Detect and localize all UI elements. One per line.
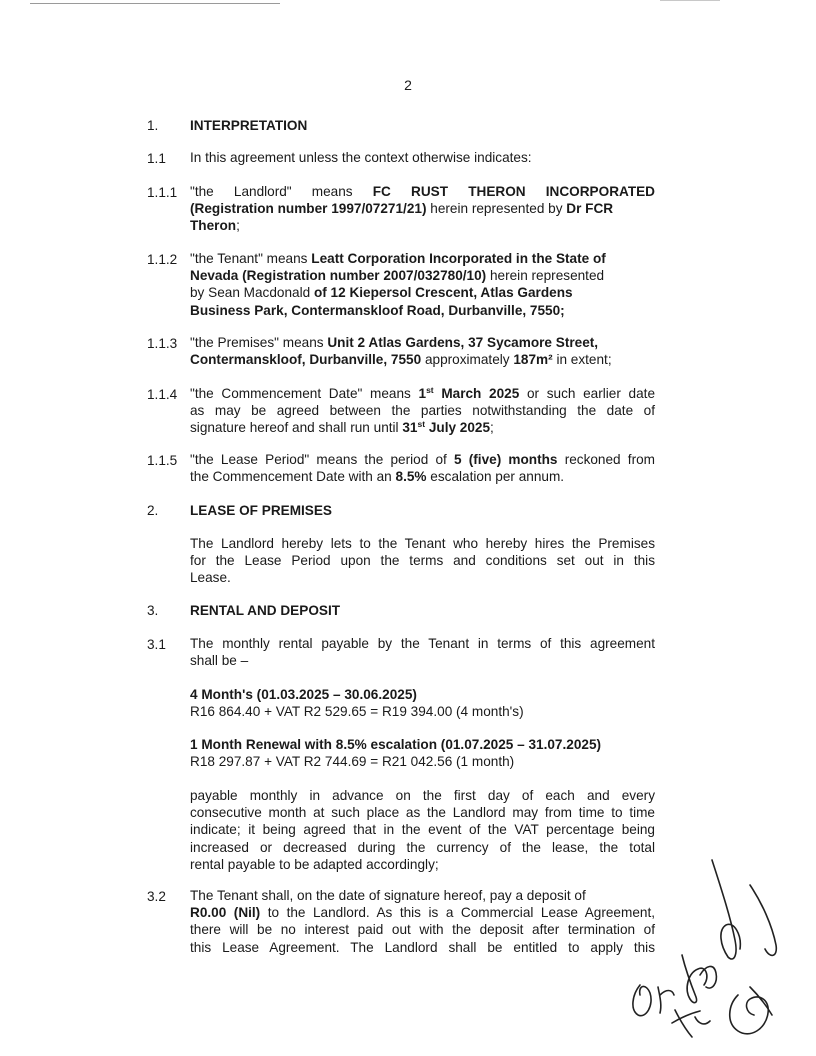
clause-number: 1.1.1 (147, 185, 178, 200)
clause-number: 1.1.5 (147, 453, 178, 468)
signature-stroke (682, 955, 707, 1003)
clause-1-1-1-text: "the Landlord" means FC RUST THERON INCORPORATED (Registration number 1997/07271/21) herein represented by Dr FCR Theron; (190, 184, 656, 234)
signature-stroke (750, 885, 776, 955)
clause-3-1-continuation: payable monthly in advance on the first day of each and every consecutive month at such place as the Landlord may from time to time indicate; it being agreed that in the event of the VAT percentage being increased or decreased during the currency of the lease, the total rental payable to be adapted accordingly; (190, 788, 655, 872)
clause-1-1-3-text: "the Premises" means Unit 2 Atlas Gardens, 37 Sycamore Street, Contermanskloof, Durbanville, 7550 approximately 187m² in extent; (190, 335, 612, 368)
clause-1-1-5-text: "the Lease Period" means the period of 5 (five) months reckoned from the Commencement Date with an 8.5% escalation per annum. (190, 452, 655, 485)
rental-block-initial: 4 Month's (01.03.2025 – 30.06.2025) R16 864.40 + VAT R2 529.65 = R19 394.00 (4 month's) (190, 687, 524, 720)
clause-1-1-4-text: "the Commencement Date" means 1st March 2025 or such earlier date as may be agreed between the parties notwithstanding the date of signature hereof and shall run until 31st July 2025; (190, 385, 656, 436)
clause-number: 1.1.3 (147, 336, 178, 351)
clause-number: 1.1.4 (147, 387, 178, 402)
section-number: 3. (147, 603, 159, 618)
section-heading-lease-of-premises: LEASE OF PREMISES (190, 503, 333, 518)
scan-artifact-line (30, 3, 280, 4)
clause-1-1-2-text: "the Tenant" means Leatt Corporation Incorporated in the State of Nevada (Registration number 2007/032780/10) herein represented by Sean Macdonald of 12 Kiepersol Crescent, Atlas Gardens Business Park, Contermanskloof Road, Durbanville, 7550; (190, 251, 606, 318)
signature-stroke (658, 987, 674, 1013)
section-heading-rental-and-deposit: RENTAL AND DEPOSIT (190, 603, 341, 618)
signature-stroke (750, 987, 772, 1015)
page-number: 2 (404, 77, 412, 93)
section-heading-interpretation: INTERPRETATION (190, 118, 308, 133)
clause-number: 3.2 (147, 889, 166, 904)
signature-stroke (712, 860, 740, 959)
signature-stroke (633, 985, 651, 1016)
rental-block-renewal: 1 Month Renewal with 8.5% escalation (01.07.2025 – 31.07.2025) R18 297.87 + VAT R2 744.69 = R21 042.56 (1 month) (190, 737, 602, 770)
handwritten-signature (600, 845, 800, 1045)
clause-3-2-text: The Tenant shall, on the date of signature hereof, pay a deposit of R0.00 (Nil) to the Landlord. As this is a Commercial Lease Agreement, there will be no interest paid out with the deposit after termination of this Lease Agreement. The Landlord shall be entitled to apply this (190, 888, 655, 955)
clause-number: 1.1 (147, 151, 166, 166)
section-2-text: The Landlord hereby lets to the Tenant who hereby hires the Premises for the Lease Period upon the terms and conditions set out in this Lease. (190, 536, 655, 586)
clause-3-1-text: The monthly rental payable by the Tenant in terms of this agreement shall be – (190, 636, 655, 669)
section-number: 1. (147, 118, 159, 133)
clause-number: 3.1 (147, 637, 166, 652)
signature-stroke (672, 1010, 710, 1037)
scan-artifact-line (660, 0, 720, 1)
section-number: 2. (147, 503, 159, 518)
clause-number: 1.1.2 (147, 252, 178, 267)
signature-stroke (700, 966, 716, 988)
clause-1-1-text: In this agreement unless the context otherwise indicates: (190, 150, 532, 165)
